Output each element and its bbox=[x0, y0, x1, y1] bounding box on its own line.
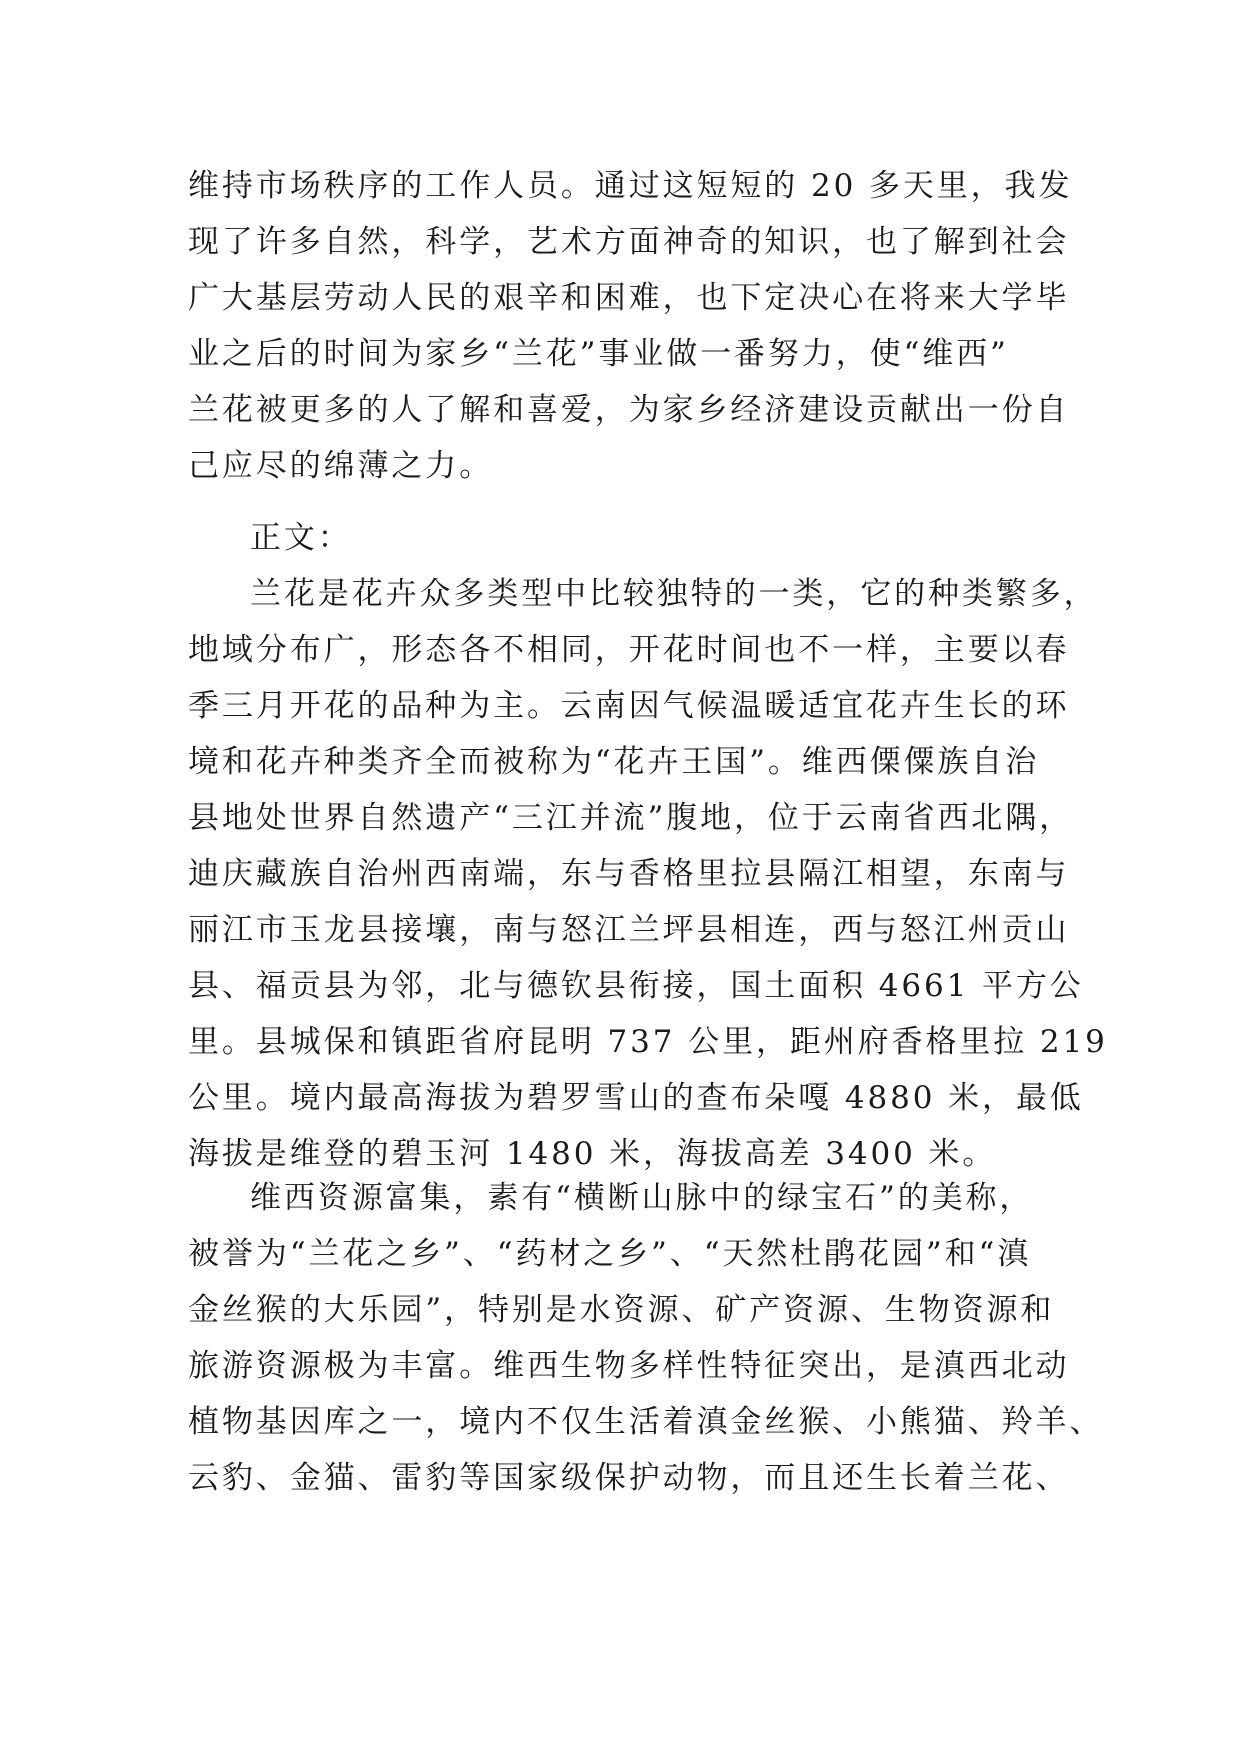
text-line: 金丝猴的大乐园”，特别是水资源、矿产资源、生物资源和 bbox=[188, 1292, 1055, 1328]
text-line: 植物基因库之一，境内不仅生活着滇金丝猴、小熊猫、羚羊、 bbox=[188, 1404, 1104, 1440]
text-line: 兰花被更多的人了解和喜爱，为家乡经济建设贡献出一份自 bbox=[188, 392, 1070, 428]
text-line: 业之后的时间为家乡“兰花”事业做一番努力，使“维西” bbox=[188, 336, 1009, 372]
section-heading-block bbox=[188, 510, 1053, 566]
section-heading: 正文： bbox=[250, 520, 352, 556]
text-line: 季三月开花的品种为主。云南因气候温暖适宜花卉生长的环 bbox=[188, 688, 1070, 724]
text-line: 里。县城保和镇距省府昆明 737 公里，距州府香格里拉 219 bbox=[188, 1024, 1108, 1060]
text-line: 旅游资源极为丰富。维西生物多样性特征突出，是滇西北动 bbox=[188, 1348, 1070, 1384]
text-line: 兰花是花卉众多类型中比较独特的一类，它的种类繁多， bbox=[250, 576, 1098, 612]
text-line: 县地处世界自然遗产“三江并流”腹地，位于云南省西北隅， bbox=[188, 800, 1073, 836]
paragraph-resources bbox=[188, 1170, 1104, 1506]
text-line: 迪庆藏族自治州西南端，东与香格里拉县隔江相望，东南与 bbox=[188, 856, 1070, 892]
text-line: 云豹、金猫、雷豹等国家级保护动物，而且还生长着兰花、 bbox=[188, 1460, 1070, 1496]
text-line: 地域分布广，形态各不相同，开花时间也不一样，主要以春 bbox=[188, 632, 1070, 668]
text-line: 县、福贡县为邻，北与德钦县衔接，国土面积 4661 平方公 bbox=[188, 968, 1084, 1004]
text-line: 公里。境内最高海拔为碧罗雪山的查布朵嘎 4880 米，最低 bbox=[188, 1080, 1084, 1116]
text-line: 丽江市玉龙县接壤，南与怒江兰坪县相连，西与怒江州贡山 bbox=[188, 912, 1070, 948]
text-line: 维持市场秩序的工作人员。通过这短短的 20 多天里，我发 bbox=[188, 168, 1073, 204]
paragraph-orchids bbox=[188, 566, 1108, 1182]
text-line: 境和花卉种类齐全而被称为“花卉王国”。维西傈僳族自治 bbox=[188, 744, 1040, 780]
continuation-paragraph bbox=[188, 158, 1073, 494]
text-line: 广大基层劳动人民的艰辛和困难，也下定决心在将来大学毕 bbox=[188, 280, 1070, 316]
text-line: 现了许多自然，科学，艺术方面神奇的知识，也了解到社会 bbox=[188, 224, 1070, 260]
text-line: 海拔是维登的碧玉河 1480 米，海拔高差 3400 米。 bbox=[188, 1136, 997, 1172]
text-line: 己应尽的绵薄之力。 bbox=[188, 448, 494, 484]
text-line: 维西资源富集，素有“横断山脉中的绿宝石”的美称， bbox=[250, 1180, 1034, 1216]
text-line: 被誉为“兰花之乡”、“药材之乡”、“天然杜鹃花园”和“滇 bbox=[188, 1236, 1032, 1272]
